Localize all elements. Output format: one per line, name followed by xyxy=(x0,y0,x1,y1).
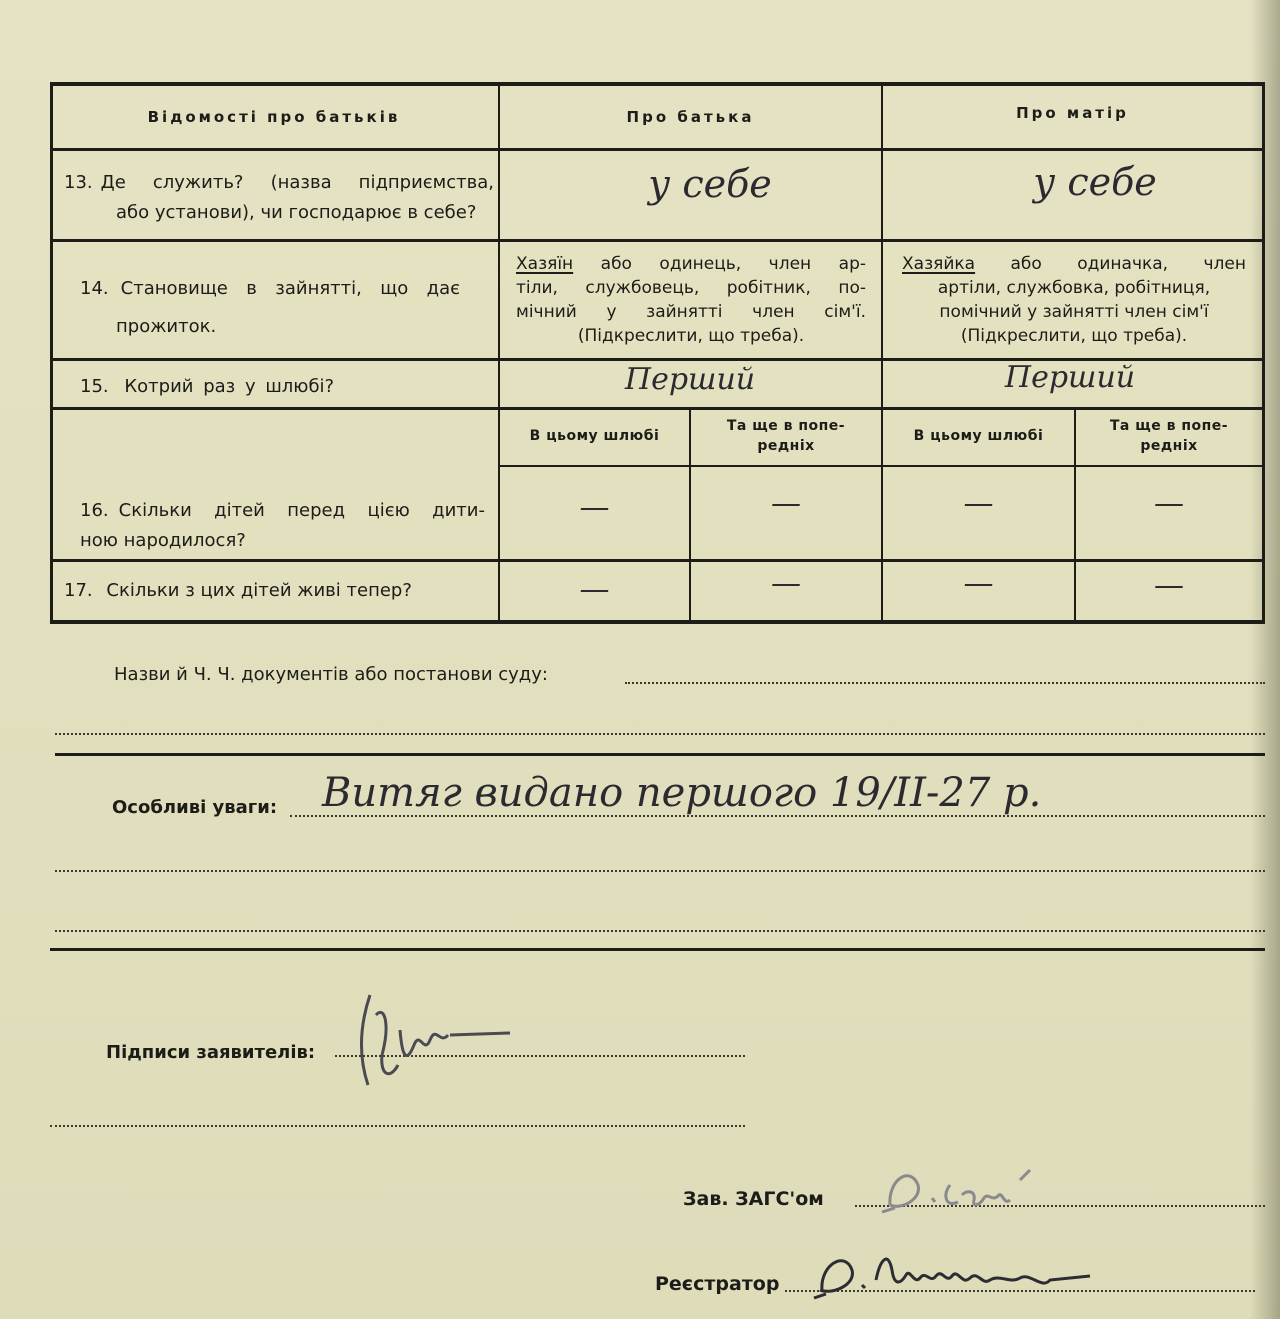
row13-question-line2: або установи), чи господарює в себе? xyxy=(116,202,477,223)
row16-mother-this-marriage: В цьому шлюбі xyxy=(913,428,1044,444)
divider-col3 xyxy=(881,82,883,624)
row16-question-line2: ною народилося? xyxy=(80,530,246,551)
divider-col2 xyxy=(498,82,500,624)
row-sep-13 xyxy=(50,239,1265,242)
row16-value-mother-previous: — xyxy=(1154,486,1184,521)
row14-father-line4: (Підкреслити, що треба). xyxy=(577,326,805,346)
row14-mother-line2: артіли, службовка, робітниця, xyxy=(937,278,1211,298)
applicant-signature xyxy=(340,985,520,1105)
signatures-label: Підписи заявителів: xyxy=(106,1042,316,1063)
row14-mother-options xyxy=(902,252,1246,348)
registrar-signature xyxy=(810,1240,1100,1310)
header-parents-info: Відомості про батьків xyxy=(147,108,401,126)
documents-line-2 xyxy=(55,733,1265,735)
documents-label: Назви й Ч. Ч. документів або постанови суду: xyxy=(114,664,548,685)
row-sep-15 xyxy=(50,407,1265,410)
signatures-line-2 xyxy=(50,1125,745,1127)
row14-father-underlined: Хазяїн xyxy=(516,254,574,274)
special-notes-line-3 xyxy=(55,930,1265,932)
row16-father-previous xyxy=(691,416,881,456)
special-notes-value: Витяг видано першого 19/II-27 р. xyxy=(322,770,1042,816)
special-notes-line-2 xyxy=(55,870,1265,872)
row16-mother-previous xyxy=(1076,416,1262,456)
zags-head-label: Зав. ЗАГС'ом xyxy=(683,1188,824,1210)
row16-father-this-marriage: В цьому шлюбі xyxy=(529,428,660,444)
row16-number: 16. xyxy=(80,500,109,521)
row16-value-mother-this: — xyxy=(963,486,994,521)
row13-question xyxy=(64,168,494,228)
row14-question-line1: Становище в зайнятті, що дає xyxy=(120,278,460,299)
row14-father-line3: мічний у зайнятті член сім'ї. xyxy=(516,302,866,322)
row14-mother-line4: (Підкреслити, що треба). xyxy=(960,326,1188,346)
table-left-border xyxy=(50,82,53,624)
row16-value-father-previous: — xyxy=(771,486,801,521)
row17-question xyxy=(64,576,494,606)
row16-mother-previous-line1: Та ще в попе- xyxy=(1109,418,1229,434)
row16-value-father-this: — xyxy=(579,490,610,525)
row13-number: 13. xyxy=(64,172,93,193)
row14-mother-line1: або одиначка, член xyxy=(1010,254,1246,274)
special-notes-line-1 xyxy=(290,815,1265,817)
registrar-label: Реєстратор xyxy=(655,1273,780,1295)
row16-father-previous-line1: Та ще в попе- xyxy=(726,418,846,434)
row14-father-line2: тіли, службовець, робітник, по- xyxy=(516,278,866,298)
row-sep-16 xyxy=(50,559,1265,562)
zags-head-signature xyxy=(880,1160,1070,1220)
documents-rule xyxy=(55,753,1265,756)
header-father: Про батька xyxy=(626,108,755,126)
row15-question-text: Котрий раз у шлюбі? xyxy=(124,376,335,397)
special-notes-rule xyxy=(50,948,1265,951)
row16-question-line1: Скільки дітей перед цією дити- xyxy=(118,500,485,521)
row13-mother-value: у себе xyxy=(1033,160,1157,204)
row17-value-father-this: — xyxy=(579,572,610,607)
header-mother: Про матір xyxy=(1016,104,1129,122)
row13-question-line1: Де служить? (назва підприємства, xyxy=(100,172,494,193)
row16-mother-previous-line2: редніх xyxy=(1140,438,1198,454)
parents-info-table xyxy=(50,82,1265,624)
row15-number: 15. xyxy=(80,376,109,397)
table-top-border xyxy=(50,82,1265,86)
row14-mother-line3: помічний у зайнятті член сім'ї xyxy=(939,302,1209,322)
row13-father-value: у себе xyxy=(648,162,772,206)
row-sep-header xyxy=(50,148,1265,151)
row14-father-line1: або одинець, член ар- xyxy=(600,254,866,274)
row15-father-value: Перший xyxy=(624,362,756,397)
table-right-border xyxy=(1262,82,1265,624)
row17-value-mother-this: — xyxy=(963,566,994,601)
row16-question xyxy=(80,496,485,556)
table-bottom-border xyxy=(50,620,1265,624)
row17-value-father-previous: — xyxy=(771,566,801,601)
row-sep-16-subheader xyxy=(498,465,1265,467)
row14-question-line2: прожиток. xyxy=(116,316,217,337)
row14-father-options xyxy=(516,252,866,348)
row17-value-mother-previous: — xyxy=(1154,568,1184,603)
row14-question xyxy=(80,270,460,346)
row14-mother-underlined: Хазяйка xyxy=(902,254,976,274)
row17-number: 17. xyxy=(64,580,93,601)
row17-question-text: Скільки з цих дітей живі тепер? xyxy=(106,580,412,601)
row16-father-previous-line2: редніх xyxy=(757,438,815,454)
row15-mother-value: Перший xyxy=(1004,360,1136,395)
row14-number: 14. xyxy=(80,278,109,299)
row15-question xyxy=(80,372,480,402)
documents-line-1 xyxy=(625,682,1265,684)
special-notes-label: Особливі уваги: xyxy=(112,797,278,818)
